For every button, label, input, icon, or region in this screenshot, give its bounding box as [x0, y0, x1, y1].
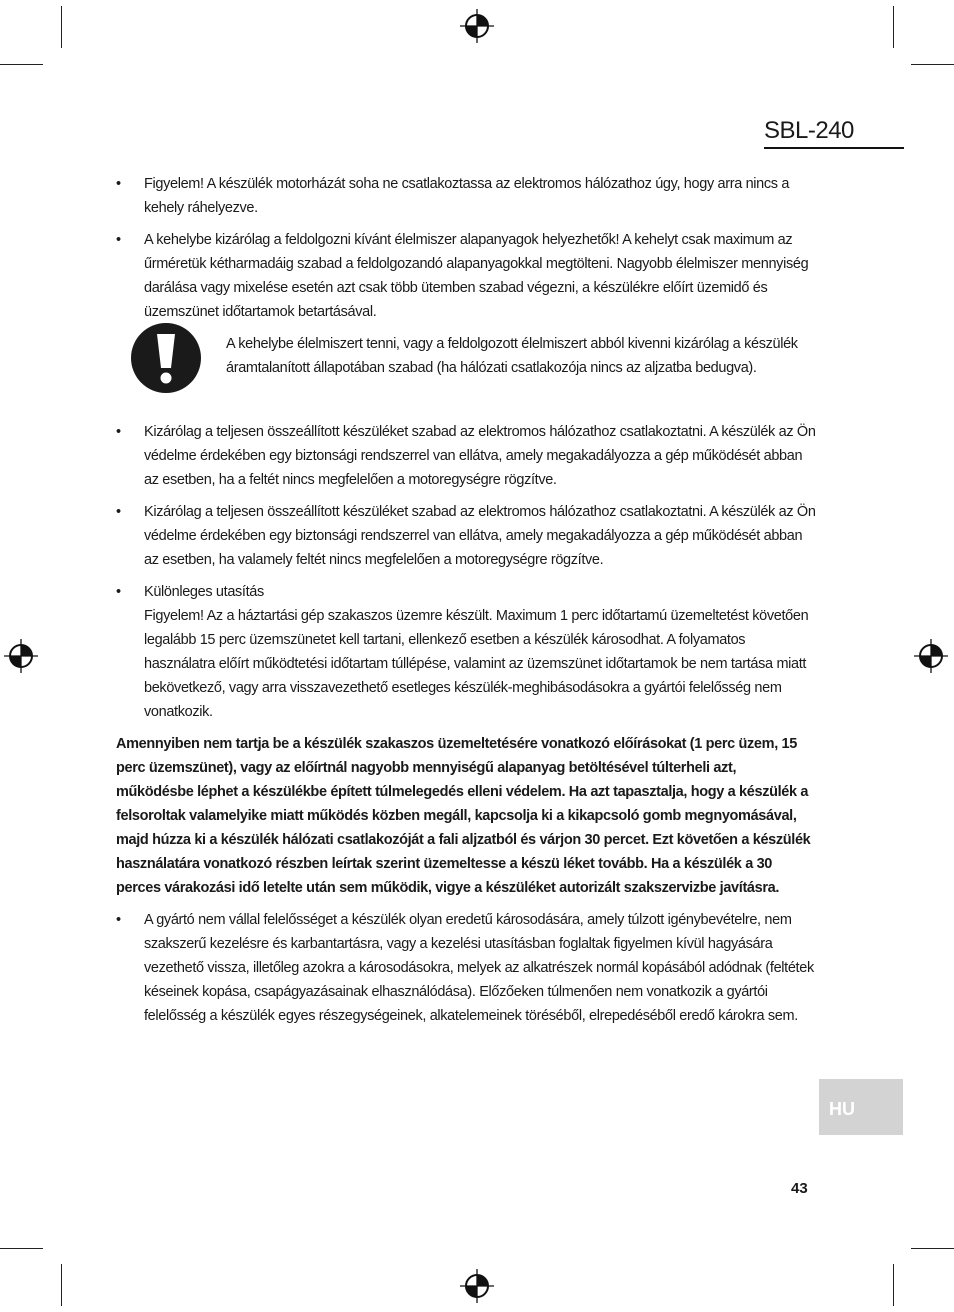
- bullet: •: [116, 504, 121, 520]
- bullet: •: [116, 232, 121, 248]
- list-item: [116, 172, 816, 220]
- registration-mark-icon: [460, 9, 494, 43]
- list-item-text: Figyelem! A készülék motorházát soha ne csatlakoztassa az elektromos hálózathoz úgy, hogy arra nincs a kehely ráhelyezve.: [144, 176, 790, 216]
- crop-mark: [893, 6, 894, 48]
- list-item-text: A gyártó nem vállal felelősséget a készülék olyan eredetű károsodására, amely túlzott igénybevételre, nem szakszerű kezelésre és karbantartásra, vagy a kezelési utasításban foglaltak figyelmen kívül hagyására vezethető vissza, illetőleg azokra a károsodásokra, melyek az alkatrészek normál kopásából adódnak (feltétek késeinek kopása, csapágyazásainak elhasználódása). Előzőeken túlmenően nem vonatkozik a gyártói felelősség a készülék egyes részegységeinek, alkatelemeinek töréséből, elrepedéséből eredő károkra sem.: [144, 912, 814, 1024]
- crop-mark: [893, 1264, 894, 1306]
- crop-mark: [61, 6, 62, 48]
- warning-block: [130, 332, 816, 404]
- list-item-text: Kizárólag a teljesen összeállított készüléket szabad az elektromos hálózathoz csatlakoztatni. A készülék az Ön védelme érdekében egy biztonsági rendszerrel van ellátva, amely megakadályozza a gép működését abban az esetben, ha a feltét nincs megfelelően a motoregységre rögzítve.: [144, 424, 816, 488]
- bullet: •: [116, 176, 121, 192]
- exclamation-icon: [130, 322, 202, 394]
- list-item-text: Kizárólag a teljesen összeállított készüléket szabad az elektromos hálózathoz csatlakoztatni. A készülék az Ön védelme érdekében egy biztonsági rendszerrel van ellátva, amely megakadályozza a gép működését abban az esetben, ha valamely feltét nincs megfelelően a motoregységre rögzítve.: [144, 504, 816, 568]
- warning-text: A kehelybe élelmiszert tenni, vagy a feldolgozott élelmiszert abból kivenni kizárólag a készülék áramtalanított állapotában szabad (ha hálózati csatlakozója nincs az aljzatba bedugva).: [226, 336, 798, 376]
- bold-paragraph: Amennyiben nem tartja be a készülék szakaszos üzemeltetésére vonatkozó előírásokat (1 perc üzem, 15 perc üzemszünet), vagy az előírtnál nagyobb mennyiségű alapanyag betöltésével túlterheli azt, működésbe léphet a készülékbe épített túlmelegedés elleni védelem. Ha azt tapasztalja, hogy a készülék a felsoroltak valamelyike miatt működés közben megáll, kapcsolja ki a kikapcsoló gomb megnyomásával, majd húzza ki a készülék hálózati csatlakozóját a fali aljzatból és várjon 30 percet. Ezt követően a készülék használatára vonatkozó részben leírtak szerint üzemeltesse a készü léket tovább. Ha a készülék a 30 perces várakozási idő letelte után sem működik, vigye a készüléket autorizált szakszervizbe javításra.: [116, 736, 811, 896]
- bullet: •: [116, 912, 121, 928]
- language-tab: HU: [819, 1079, 903, 1135]
- bullet: •: [116, 424, 121, 440]
- list-item-text: A kehelybe kizárólag a feldolgozni kívánt élelmiszer alapanyagok helyezhetők! A kehelyt csak maximum az űrméretük kétharmadáig szabad a feldolgozandó alapanyagokkal megtölteni. Nagyobb élelmiszer mennyiség darálása vagy mixelése esetén azt csak több ütemben szabad végezni, a készülékre előírt üzemidő és üzemszünet időtartamok betartásával.: [144, 232, 809, 320]
- crop-mark: [911, 1248, 954, 1249]
- crop-mark: [911, 64, 954, 65]
- document-body: [116, 172, 816, 1036]
- special-text: Figyelem! Az a háztartási gép szakaszos üzemre készült. Maximum 1 perc időtartamú üzemeltetést követően legalább 15 perc üzemszünetet kell tartani, ellenkező esetben a készülék károsodhat. A folyamatos használatra előírt működtetési időtartam túllépése, valamint az üzemszünet időtartamok be nem tartása miatt bekövetkező, vagy arra visszavezethető esetleges készülék-meghibásodásokra a gyártói felelősség nem vonatkozik.: [144, 608, 809, 720]
- crop-mark: [61, 1264, 62, 1306]
- list-item: [116, 908, 816, 1028]
- model-name: SBL-240: [764, 116, 904, 149]
- list-item: [116, 228, 816, 324]
- registration-mark-icon: [4, 639, 38, 673]
- list-item: [116, 420, 816, 492]
- registration-mark-icon: [914, 639, 948, 673]
- list-item-special: [116, 580, 816, 724]
- crop-mark: [0, 64, 43, 65]
- special-title: Különleges utasítás: [144, 584, 264, 600]
- crop-mark: [0, 1248, 43, 1249]
- registration-mark-icon: [460, 1269, 494, 1303]
- list-item: [116, 500, 816, 572]
- page-number: 43: [791, 1180, 808, 1197]
- bullet: •: [116, 584, 121, 600]
